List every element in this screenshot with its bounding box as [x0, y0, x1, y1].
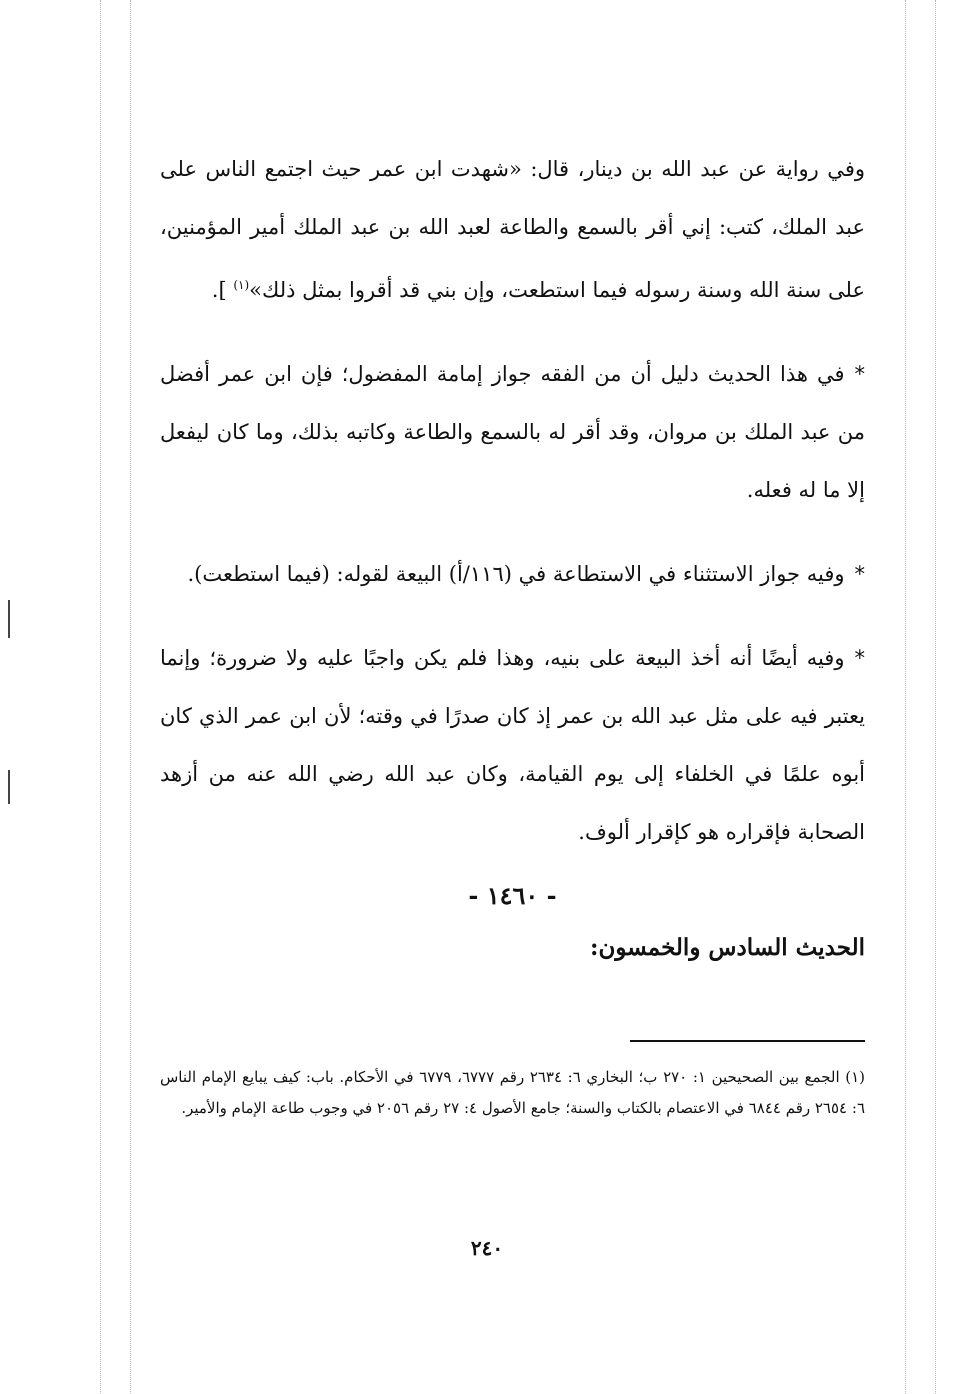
footnote-divider: [630, 1040, 865, 1042]
bullet-text: وفيه أيضًا أنه أخذ البيعة على بنيه، وهذا فلم يكن واجبًا عليه ولا ضرورة؛ وإنما يعتبر فيه على مثل عبد الله بن عمر إذ كان صدرًا في وقته؛ لأن ابن عمر الذي كان أبوه علمًا في الخلفاء إلى يوم القيامة، وكان عبد الله رضي الله عنه من أزهد الصحابة فإقراره هو كإقرار ألوف.: [160, 646, 865, 844]
intro-text: وفي رواية عن عبد الله بن دينار، قال: «شهدت ابن عمر حيث اجتمع الناس على عبد الملك، كتب: إني أقر بالسمع والطاعة لعبد الله بن عبد الملك أمير المؤمنين، على سنة الله وسنة رسوله فيما استطعت، وإن بني قد أقروا بمثل ذلك»: [160, 157, 865, 302]
scan-edge-mark: [8, 600, 10, 638]
footnote: (١) الجمع بين الصحيحين ١: ٢٧٠ ب؛ البخاري ٦: ٢٦٣٤ رقم ٦٧٧٧، ٦٧٧٩ في الأحكام. باب: كيف يبايع الإمام الناس ٦: ٢٦٥٤ رقم ٦٨٤٤ في الاعتصام بالكتاب والسنة؛ جامع الأصول ٤: ٢٧ رقم ٢٠٥٦ في وجوب طاعة الإمام والأمير.: [160, 1068, 866, 1117]
scan-edge-mark: [8, 770, 10, 804]
page-number: ٢٤٠: [470, 1236, 504, 1260]
intro-end: ].: [211, 278, 234, 302]
page-body: [160, 140, 865, 961]
section-number: - ١٤٦٠ -: [468, 881, 557, 910]
scan-dotted-line: [905, 0, 906, 1394]
scan-dotted-line: [935, 0, 936, 1394]
footnote-ref[interactable]: (١): [233, 278, 250, 292]
bullet-item-3: [160, 629, 865, 861]
bullet-text: في هذا الحديث دليل أن من الفقه جواز إمامة المفضول؛ فإن ابن عمر أفضل من عبد الملك بن مروان، وقد أقر له بالسمع والطاعة وكاتبه بذلك، وما كان ليفعل إلا ما له فعله.: [160, 362, 865, 502]
bullet-star-icon: *: [854, 646, 865, 670]
intro-paragraph: [160, 140, 865, 319]
bullet-star-icon: *: [854, 562, 865, 586]
bullet-text: وفيه جواز الاستثناء في الاستطاعة في (١١٦/أ) البيعة لقوله: (فيما استطعت).: [187, 562, 845, 586]
bullet-item-2: [160, 545, 865, 603]
bullet-item-1: [160, 345, 865, 519]
section-heading: الحديث السادس والخمسون:: [590, 934, 865, 961]
scan-dotted-line: [100, 0, 101, 1394]
scan-dotted-line: [130, 0, 131, 1394]
bullet-star-icon: *: [854, 362, 865, 386]
